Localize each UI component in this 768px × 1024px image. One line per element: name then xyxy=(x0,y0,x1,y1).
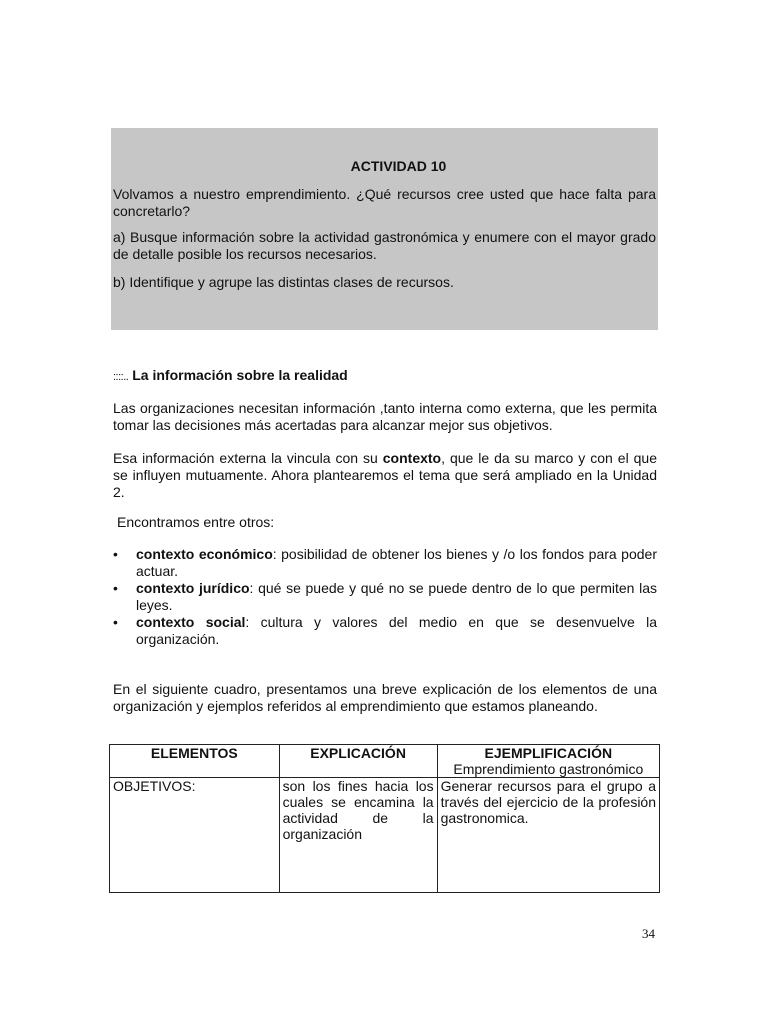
table-row xyxy=(110,778,660,893)
elements-table xyxy=(109,744,660,893)
list-item-term: contexto social xyxy=(136,614,246,630)
bullet-icon: • xyxy=(113,546,118,562)
header-explicacion: EXPLICACIÓN xyxy=(279,745,437,778)
header-ejemplificacion-sub: Emprendimiento gastronómico xyxy=(453,761,644,777)
list-item-term: contexto jurídico xyxy=(136,580,250,596)
table-header-row xyxy=(110,745,660,778)
paragraph-context-term: contexto xyxy=(382,450,442,466)
cell-explanation: son los fines hacia los cuales se encamina la actividad de la organización xyxy=(279,778,437,893)
header-ejemplificacion xyxy=(437,745,659,778)
activity-task-b: b) Identifique y agrupe las distintas clases de recursos. xyxy=(113,274,454,290)
heading-text: La información sobre la realidad xyxy=(132,367,348,383)
list-item-text: : posibilidad de obtener los bienes y /o los fondos para poder actuar. xyxy=(136,546,657,579)
section-heading xyxy=(113,367,348,383)
activity-box xyxy=(111,128,658,330)
paragraph-table-intro: En el siguiente cuadro, presentamos una breve explicación de los elementos de una organización y ejemplos referidos al emprendimiento que estamos planeando. xyxy=(113,681,657,714)
header-elementos: ELEMENTOS xyxy=(110,745,280,778)
activity-title: ACTIVIDAD 10 xyxy=(350,158,447,174)
paragraph-organizations: Las organizaciones necesitan información ,tanto interna como externa, que les permita tomar las decisiones más acertadas para alcanzar mejor sus objetivos. xyxy=(113,400,657,433)
list-item xyxy=(113,546,657,580)
paragraph-context xyxy=(113,450,657,501)
bullet-icon: • xyxy=(113,580,118,596)
paragraph-context-start: Esa información externa la vincula con su xyxy=(113,450,383,466)
list-item xyxy=(113,580,657,614)
heading-dots: ::::.. xyxy=(113,371,129,383)
header-ejemplificacion-label: EJEMPLIFICACIÓN xyxy=(484,745,613,761)
cell-element: OBJETIVOS: xyxy=(110,778,280,893)
activity-question: Volvamos a nuestro emprendimiento. ¿Qué recursos cree usted que hace falta para concretarlo? xyxy=(113,186,656,219)
paragraph-intro-list: Encontramos entre otros: xyxy=(117,514,275,530)
bullet-icon: • xyxy=(113,614,118,630)
activity-task-a: a) Busque información sobre la actividad gastronómica y enumere con el mayor grado de detalle posible los recursos necesarios. xyxy=(113,229,656,262)
list-item xyxy=(113,614,657,648)
context-list xyxy=(113,546,657,648)
list-item-text: : qué se puede y qué no se puede dentro de lo que permiten las leyes. xyxy=(136,580,657,613)
list-item-term: contexto económico xyxy=(136,546,273,562)
paragraph-context-end: , que le da su marco y con el que se influyen mutuamente. Ahora plantearemos el tema que será ampliado en la Unidad 2. xyxy=(113,450,658,500)
page-number: 34 xyxy=(642,926,655,941)
cell-example: Generar recursos para el grupo a través del ejercicio de la profesión gastronomica. xyxy=(437,778,659,893)
list-item-text: : cultura y valores del medio en que se desenvuelve la organización. xyxy=(136,614,657,647)
